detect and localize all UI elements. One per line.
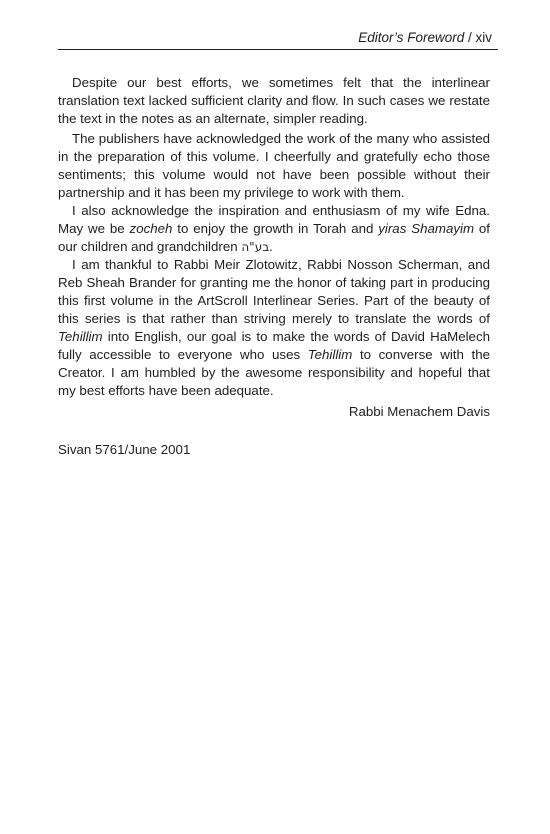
italic-term: Tehillim [307, 347, 353, 362]
acknowledgements-block [58, 130, 490, 400]
italic-term: yiras Shamayim [378, 221, 475, 236]
text-span: to converse with the Creator. I am humbled by the awesome responsibility and hopeful that my best efforts have been adequate. [58, 347, 490, 398]
text-span: I also acknowledge the inspiration and enthusiasm of my wife Edna. May we be [58, 203, 490, 236]
dateline: Sivan 5761/June 2001 [58, 442, 191, 457]
paragraph-publishers: The publishers have acknowledged the work of the many who assisted in the preparation of this volume. I cheerfully and gratefully echo those sentiments; this volume would not have been possible without their partnership and it has been my privilege to work with them. [58, 131, 490, 200]
italic-term: zocheh [129, 221, 173, 236]
text-span: to enjoy the growth in Torah and [172, 221, 379, 236]
paragraph-wife [58, 202, 490, 256]
header-rule [58, 49, 498, 50]
hebrew-abbreviation: בע"ה [241, 240, 270, 254]
text-span: into English, our goal is to make the words of David HaMelech fully accessible to everyone who uses [58, 329, 490, 362]
header-separator: / [464, 30, 476, 45]
text-span: of our children and grandchildren [58, 221, 490, 254]
running-header [58, 28, 492, 48]
paragraph-thanks [58, 256, 490, 400]
text-span: I am thankful to Rabbi Meir Zlotowitz, Rabbi Nosson Scherman, and Reb Sheah Brander for granting me the honor of taking part in producing this first volume in the ArtScroll Interlinear Series. Part of the beauty of this series is that rather than striving merely to translate the words of [58, 257, 490, 326]
section-title: Editor’s Foreword [358, 30, 465, 45]
author-signature: Rabbi Menachem Davis [348, 404, 490, 419]
italic-term: Tehillim [58, 329, 103, 344]
page-number: xiv [475, 30, 492, 45]
paragraph-text: Despite our best efforts, we sometimes felt that the interlinear translation text lacked sufficient clarity and flow. In such cases we restate the text in the notes as an alternate, simpler reading. [58, 75, 490, 126]
paragraph-translation-note [58, 74, 490, 128]
text-span: . [269, 239, 273, 254]
